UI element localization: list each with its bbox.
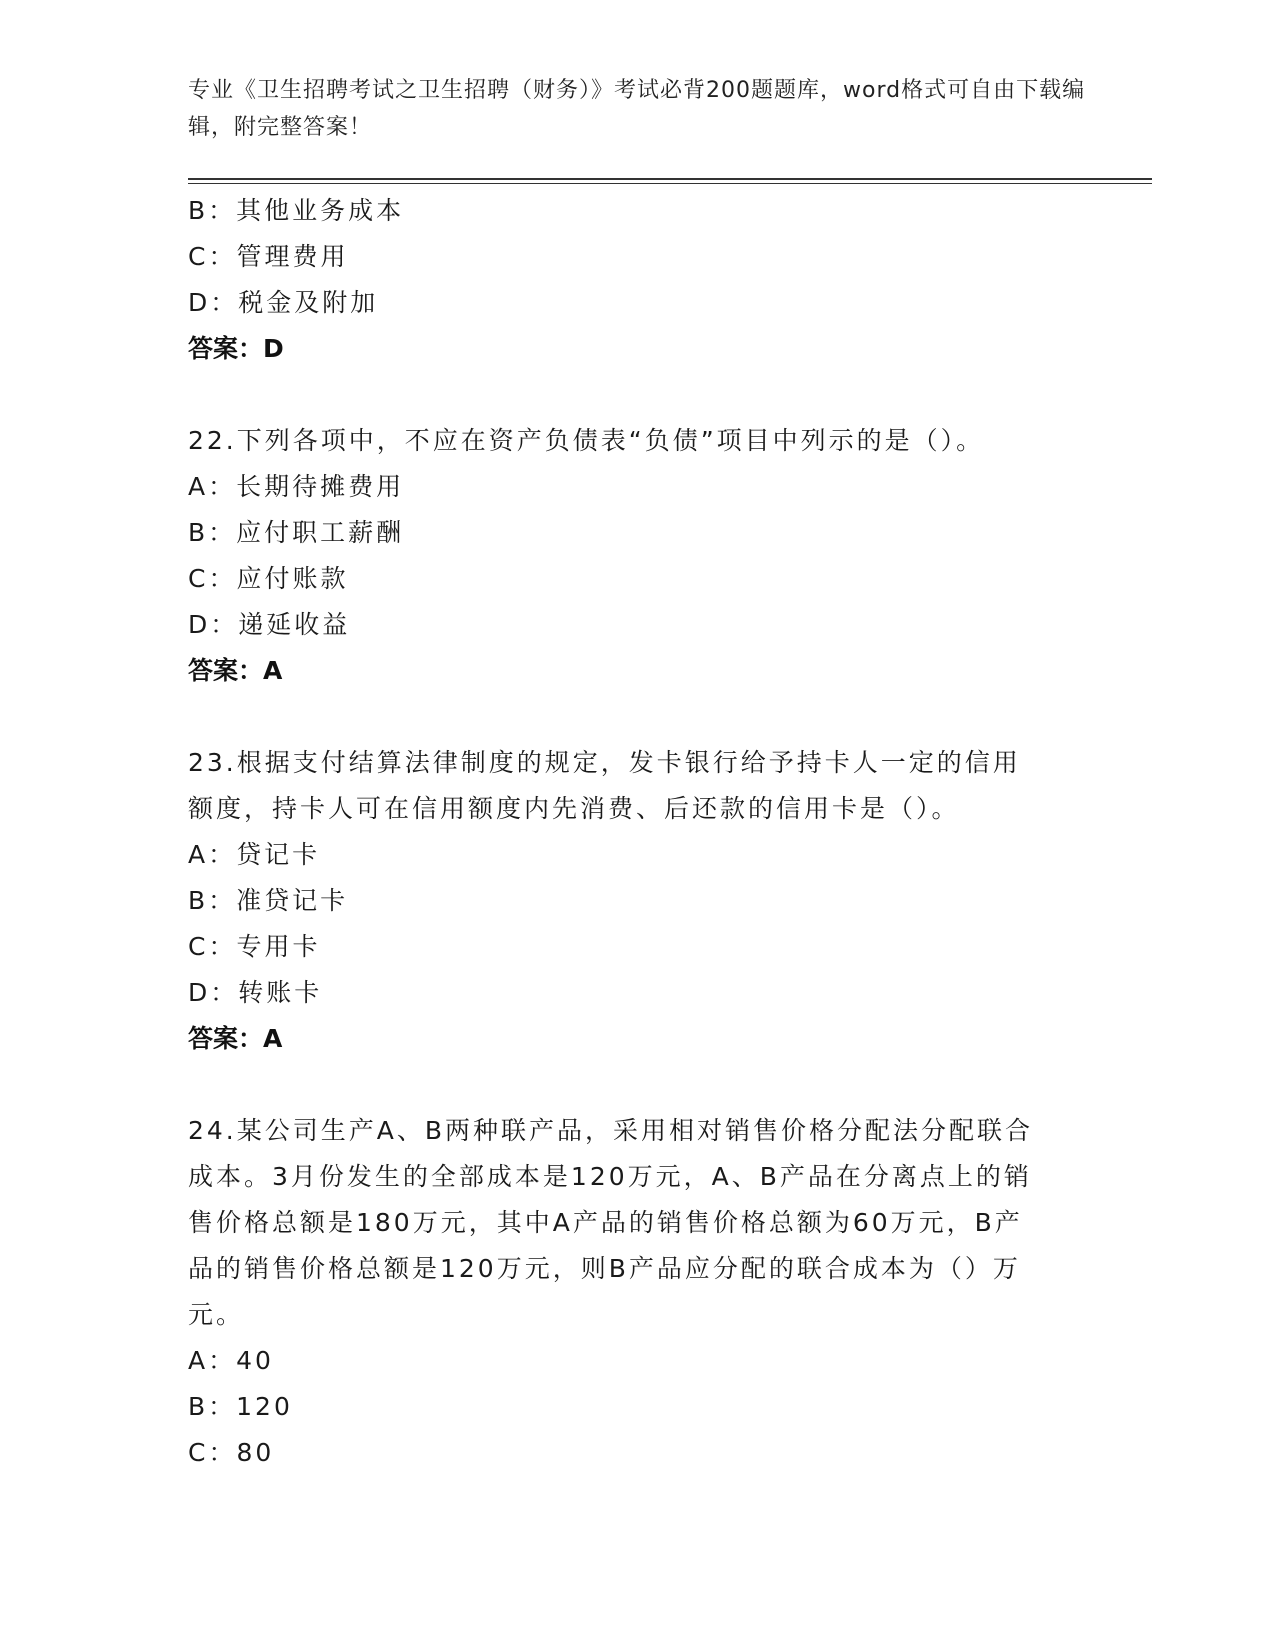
option-c: C：管理费用: [188, 242, 349, 271]
option-b: B：其他业务成本: [188, 196, 405, 225]
option-a: A：贷记卡: [188, 840, 321, 869]
question-22: [188, 418, 1088, 694]
question-text: 24.某公司生产A、B两种联产品，采用相对销售价格分配法分配联合成本。3月份发生的全部成本是120万元，A、B产品在分离点上的销售价格总额是180万元，其中A产品的销售价格总额为60万元，B产品的销售价格总额是120万元，则B产品应分配的联合成本为（）万元。: [188, 1116, 1034, 1329]
document-body: [188, 188, 1088, 1476]
answer: 答案：A: [188, 656, 283, 685]
header-divider-thick: [188, 178, 1152, 180]
option-c: C：专用卡: [188, 932, 321, 961]
question-24: [188, 1108, 1088, 1476]
option-a: A：长期待摊费用: [188, 472, 405, 501]
header-divider-thin: [188, 183, 1152, 184]
question-23: [188, 740, 1088, 1062]
option-d: D：递延收益: [188, 610, 351, 639]
document-header: 专业《卫生招聘考试之卫生招聘（财务）》考试必背200题题库，word格式可自由下载编辑，附完整答案！: [188, 78, 1086, 140]
answer: 答案：D: [188, 334, 284, 363]
option-c: C：应付账款: [188, 564, 349, 593]
option-a: A：40: [188, 1346, 274, 1375]
answer: 答案：A: [188, 1024, 283, 1053]
option-d: D：税金及附加: [188, 288, 379, 317]
option-d: D：转账卡: [188, 978, 323, 1007]
question-text: 23.根据支付结算法律制度的规定，发卡银行给予持卡人一定的信用额度，持卡人可在信用额度内先消费、后还款的信用卡是（）。: [188, 748, 1021, 823]
option-b: B：120: [188, 1392, 293, 1421]
question-21-tail: [188, 188, 1088, 372]
option-b: B：准贷记卡: [188, 886, 349, 915]
option-c: C：80: [188, 1438, 275, 1467]
question-text: 22.下列各项中，不应在资产负债表“负债”项目中列示的是（）。: [188, 426, 985, 455]
option-b: B：应付职工薪酬: [188, 518, 405, 547]
